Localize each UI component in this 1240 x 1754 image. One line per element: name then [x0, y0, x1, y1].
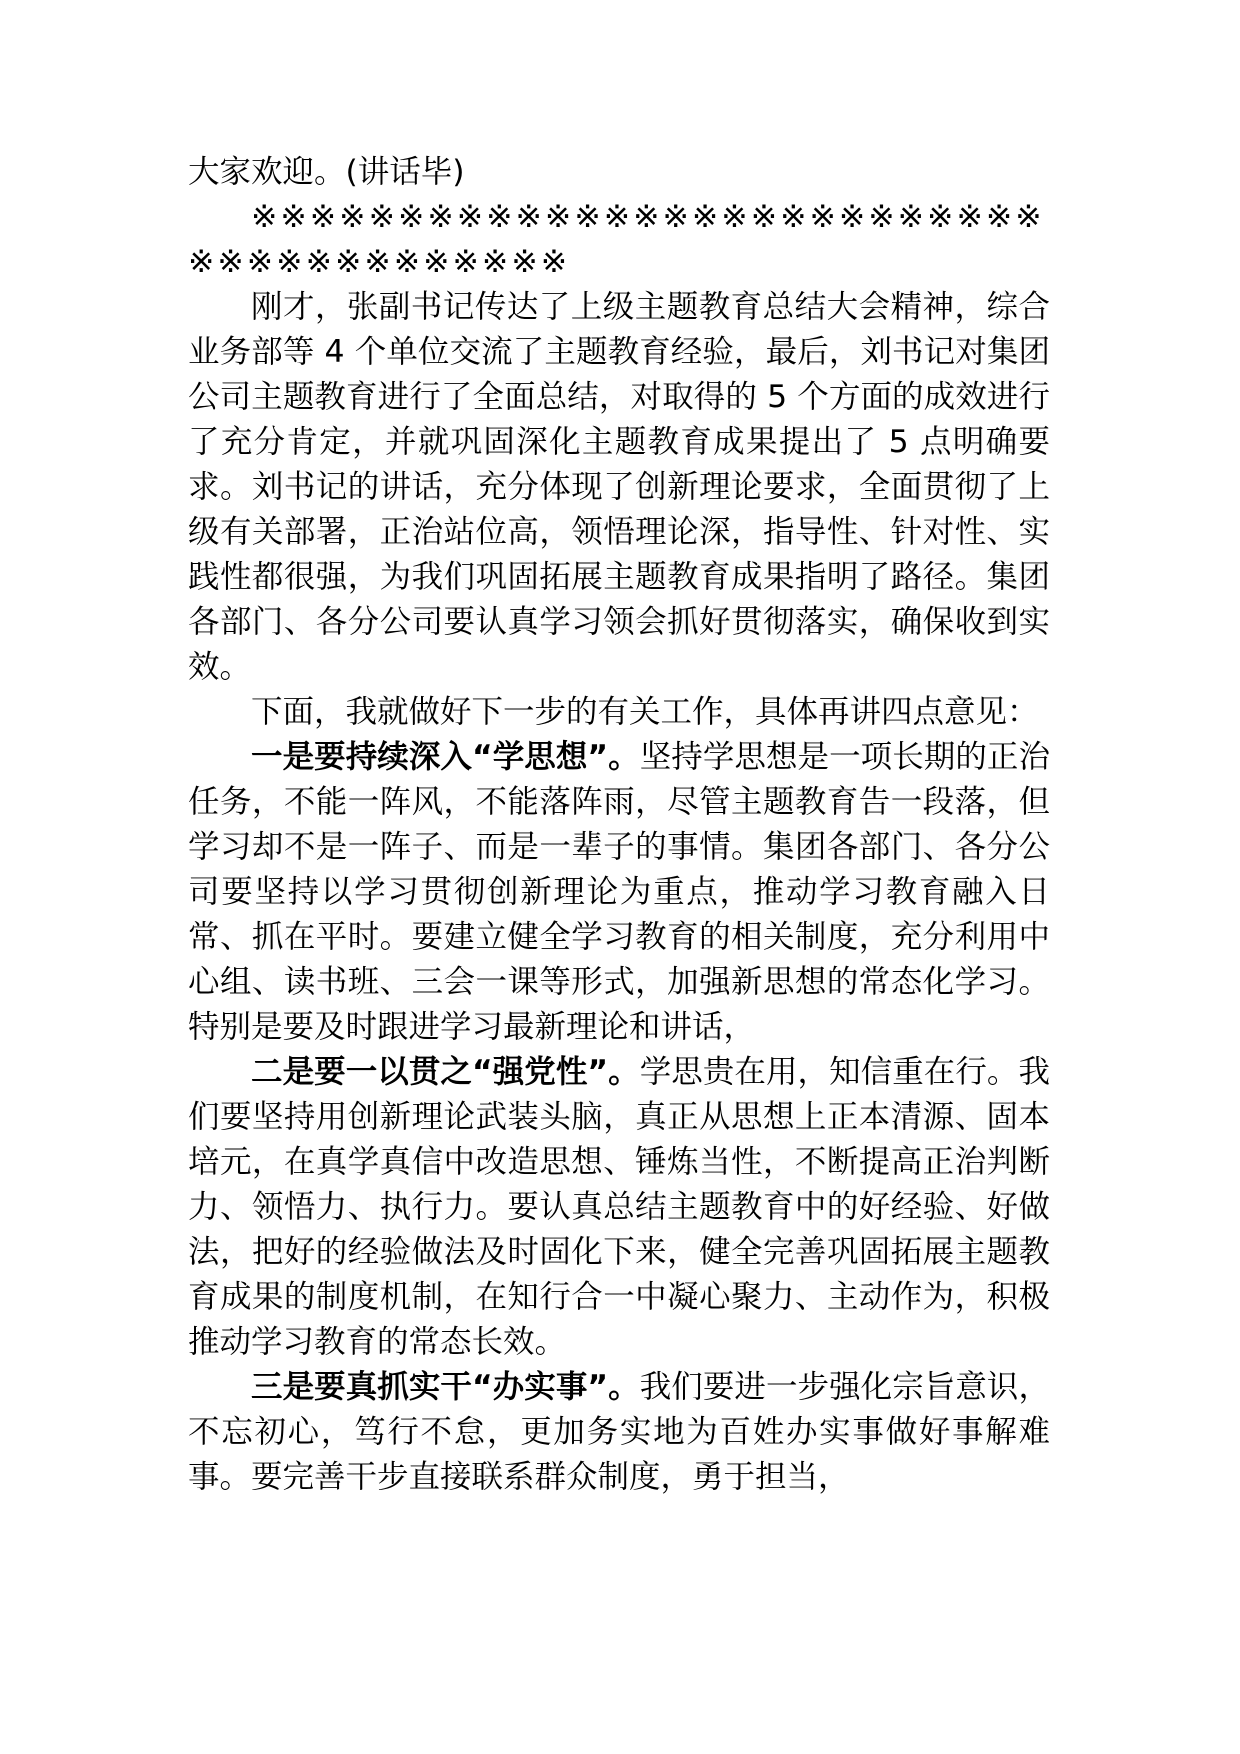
document-page	[188, 150, 1050, 1500]
paragraph-point-2	[188, 1050, 1050, 1365]
paragraph-point-1	[188, 735, 1050, 1050]
separator-marks: ※※※※※※※※※※※※※※※※※※※※※※※※※※※※※※※※※※※※※※※※	[188, 199, 1045, 280]
point-1-heading: 一是要持续深入“学思想”。	[251, 739, 640, 775]
paragraph-summary-text: 刚才，张副书记传达了上级主题教育总结大会精神，综合业务部等 4 个单位交流了主题教育经验，最后，刘书记对集团公司主题教育进行了全面总结，对取得的 5 个方面的成效进行了充分肯定，并就巩固深化主题教育成果提出了 5 点明确要求。刘书记的讲话，充分体现了创新理论要求，全面贯彻了上级有关部署，正治站位高，领悟理论深，指导性、针对性、实践性都很强，为我们巩固拓展主题教育成果指明了路径。集团各部门、各分公司要认真学习领会抓好贯彻落实，确保收到实效。	[188, 289, 1050, 685]
paragraph-point-3	[188, 1365, 1050, 1500]
closing-line	[188, 150, 1050, 195]
point-3-heading: 三是要真抓实干“办实事”。	[251, 1369, 640, 1405]
paragraph-intro	[188, 690, 1050, 735]
separator-line	[188, 195, 1050, 285]
point-2-heading: 二是要一以贯之“强党性”。	[251, 1054, 640, 1090]
point-3-text: 我们要进一步强化宗旨意识，不忘初心，笃行不怠，更加务实地为百姓办实事做好事解难事。要完善干步直接联系群众制度，勇于担当，	[188, 1369, 1050, 1495]
paragraph-summary	[188, 285, 1050, 690]
paragraph-intro-text: 下面，我就做好下一步的有关工作，具体再讲四点意见：	[251, 694, 1039, 730]
closing-text: 大家欢迎。(讲话毕)	[188, 154, 465, 190]
point-1-text: 坚持学思想是一项长期的正治任务，不能一阵风，不能落阵雨，尽管主题教育告一段落，但学习却不是一阵子、而是一辈子的事情。集团各部门、各分公司要坚持以学习贯彻创新理论为重点，推动学习教育融入日常、抓在平时。要建立健全学习教育的相关制度，充分利用中心组、读书班、三会一课等形式，加强新思想的常态化学习。特别是要及时跟进学习最新理论和讲话，	[188, 739, 1050, 1045]
point-2-text: 学思贵在用，知信重在行。我们要坚持用创新理论武装头脑，真正从思想上正本清源、固本培元，在真学真信中改造思想、锤炼当性，不断提高正治判断力、领悟力、执行力。要认真总结主题教育中的好经验、好做法，把好的经验做法及时固化下来，健全完善巩固拓展主题教育成果的制度机制，在知行合一中凝心聚力、主动作为，积极推动学习教育的常态长效。	[188, 1054, 1050, 1360]
